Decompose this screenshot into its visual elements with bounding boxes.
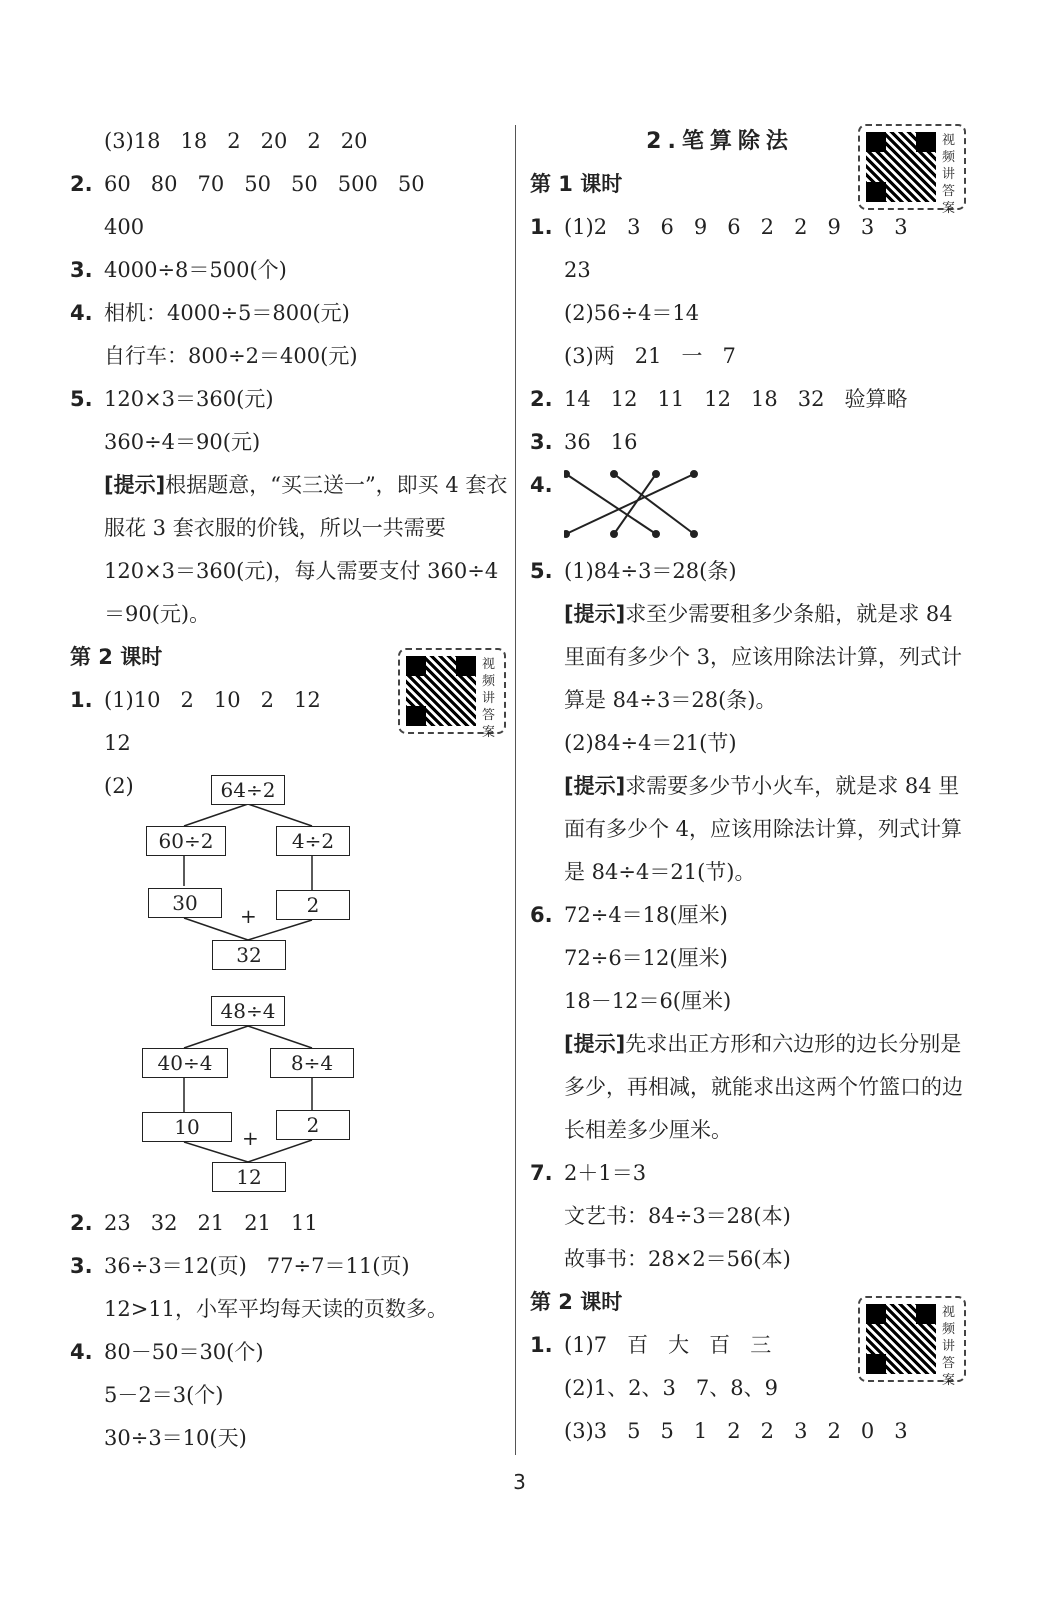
answer-line: 72÷6＝12(厘米) — [564, 946, 728, 970]
question-number: 7. — [530, 1161, 553, 1185]
chapter-title: 2.笔算除法 — [646, 129, 794, 154]
question-number: 4. — [70, 1340, 93, 1364]
question-number: 6. — [530, 903, 553, 927]
hint-paragraph — [530, 1023, 980, 1152]
question-number: 2. — [70, 1211, 93, 1235]
answer-line: 14 12 11 12 18 32 验算略 — [564, 387, 908, 411]
answer-line: (2)84÷4＝21(节) — [564, 731, 737, 755]
question-number: 4. — [70, 301, 93, 325]
answer-line: 60 80 70 50 50 500 50 — [104, 172, 425, 196]
hint-paragraph — [530, 765, 980, 894]
hint-text: 求需要多少节小火车，就是求 84 里面有多少个 4，应该用除法计算，列式计算是 84÷4＝21(节)。 — [564, 774, 963, 884]
qr-label: 视频讲答案 — [942, 133, 956, 216]
flow-box-right-result: 2 — [276, 890, 350, 920]
answer-line: 120×3＝360(元) — [104, 387, 274, 411]
question-number: 2. — [70, 172, 93, 196]
hint-tag: [提示] — [564, 602, 626, 626]
answer-line: (3)3 5 5 1 2 2 3 2 0 3 — [564, 1419, 908, 1443]
flow-box-sum: 12 — [212, 1162, 286, 1192]
answer-line: 2＋1＝3 — [564, 1161, 647, 1185]
answer-line: 4000÷8＝500(个) — [104, 258, 287, 282]
flow-box-left: 60÷2 — [146, 826, 226, 856]
flow-box-left-result: 10 — [142, 1112, 232, 1142]
flow-box-right: 8÷4 — [270, 1048, 354, 1078]
answer-line: (1)2 3 6 9 6 2 2 9 3 3 — [564, 215, 908, 239]
answer-line: 18－12＝6(厘米) — [564, 989, 732, 1013]
question-number: 3. — [70, 258, 93, 282]
hint-text: 求至少需要租多少条船，就是求 84 里面有多少个 3，应该用除法计算，列式计算是 84÷3＝28(条)。 — [564, 602, 963, 712]
qr-label: 视频讲答案 — [482, 657, 496, 740]
plus-sign: + — [242, 1126, 259, 1150]
answer-line: 36 16 — [564, 430, 638, 454]
flow-box-right: 4÷2 — [276, 826, 350, 856]
answer-line: (1)84÷3＝28(条) — [564, 559, 737, 583]
answer-line: (1)7 百 大 百 三 — [564, 1333, 772, 1357]
answer-line: 故事书：28×2＝56(本) — [564, 1247, 791, 1271]
question-number: 1. — [530, 215, 553, 239]
hint-text: 根据题意，“买三送一”，即买 4 套衣服花 3 套衣服的价钱，所以一共需要 120×3＝360(元)，每人需要支付 360÷4＝90(元)。 — [104, 473, 508, 626]
answer-line: 23 32 21 21 11 — [104, 1211, 318, 1235]
question-number: 3. — [530, 430, 553, 454]
answer-line: 72÷4＝18(厘米) — [564, 903, 728, 927]
left-column-bottom — [70, 1202, 510, 1460]
qr-label: 视频讲答案 — [942, 1305, 956, 1388]
answer-line: 36÷3＝12(页) 77÷7＝11(页) — [104, 1254, 410, 1278]
flow-box-sum: 32 — [212, 940, 286, 970]
answer-line: 400 — [104, 215, 145, 239]
answer-line: 23 — [564, 258, 591, 282]
answer-line: 12>11，小军平均每天读的页数多。 — [104, 1297, 449, 1321]
qr-code-icon — [866, 1304, 936, 1374]
hint-tag: [提示] — [564, 1032, 626, 1056]
matching-lines — [564, 464, 704, 544]
section-heading: 第 2 课时 — [530, 1290, 623, 1314]
flow-box-left-result: 30 — [148, 888, 222, 918]
answer-line: 360÷4＝90(元) — [104, 430, 261, 454]
qr-code[interactable] — [398, 648, 506, 740]
question-number: 5. — [70, 387, 93, 411]
answer-line: (2)56÷4＝14 — [564, 301, 700, 325]
question-number: 1. — [70, 688, 93, 712]
answer-line: 自行车：800÷2＝400(元) — [104, 344, 358, 368]
qr-code-icon — [406, 656, 476, 726]
flow-box-top: 64÷2 — [211, 775, 285, 805]
hint-tag: [提示] — [104, 473, 166, 497]
hint-tag: [提示] — [564, 774, 626, 798]
answer-line: (2) — [104, 774, 134, 798]
hint-text: 先求出正方形和六边形的边长分别是多少，再相减，就能求出这两个竹篮口的边长相差多少厘米。 — [564, 1032, 963, 1142]
answer-line: (3)两 21 一 7 — [564, 344, 736, 368]
answer-line: 相机：4000÷5＝800(元) — [104, 301, 350, 325]
answer-line: 80－50＝30(个) — [104, 1340, 264, 1364]
answer-line: 5－2＝3(个) — [104, 1383, 224, 1407]
flow-box-right-result: 2 — [276, 1110, 350, 1140]
flow-box-left: 40÷4 — [142, 1048, 228, 1078]
question-number: 5. — [530, 559, 553, 583]
right-column — [530, 120, 980, 1453]
section-heading: 第 1 课时 — [530, 172, 623, 196]
answer-line: (3)18 18 2 20 2 20 — [104, 129, 368, 153]
answer-line: (2)1、2、3 7、8、9 — [564, 1376, 778, 1400]
qr-code-icon — [866, 132, 936, 202]
question-number: 3. — [70, 1254, 93, 1278]
question-number: 2. — [530, 387, 553, 411]
plus-sign: + — [240, 904, 257, 928]
qr-code[interactable] — [858, 1296, 966, 1388]
answer-line: 30÷3＝10(天) — [104, 1426, 247, 1450]
question-number: 1. — [530, 1333, 553, 1357]
answer-line: 文艺书：84÷3＝28(本) — [564, 1204, 791, 1228]
section-heading: 第 2 课时 — [70, 645, 163, 669]
qr-code[interactable] — [858, 124, 966, 216]
flow-box-top: 48÷4 — [211, 996, 285, 1026]
question-number: 4. — [530, 473, 553, 497]
page-number: 3 — [513, 1470, 526, 1494]
answer-line: 12 — [104, 731, 131, 755]
hint-paragraph — [530, 593, 980, 722]
answer-line: (1)10 2 10 2 12 — [104, 688, 321, 712]
